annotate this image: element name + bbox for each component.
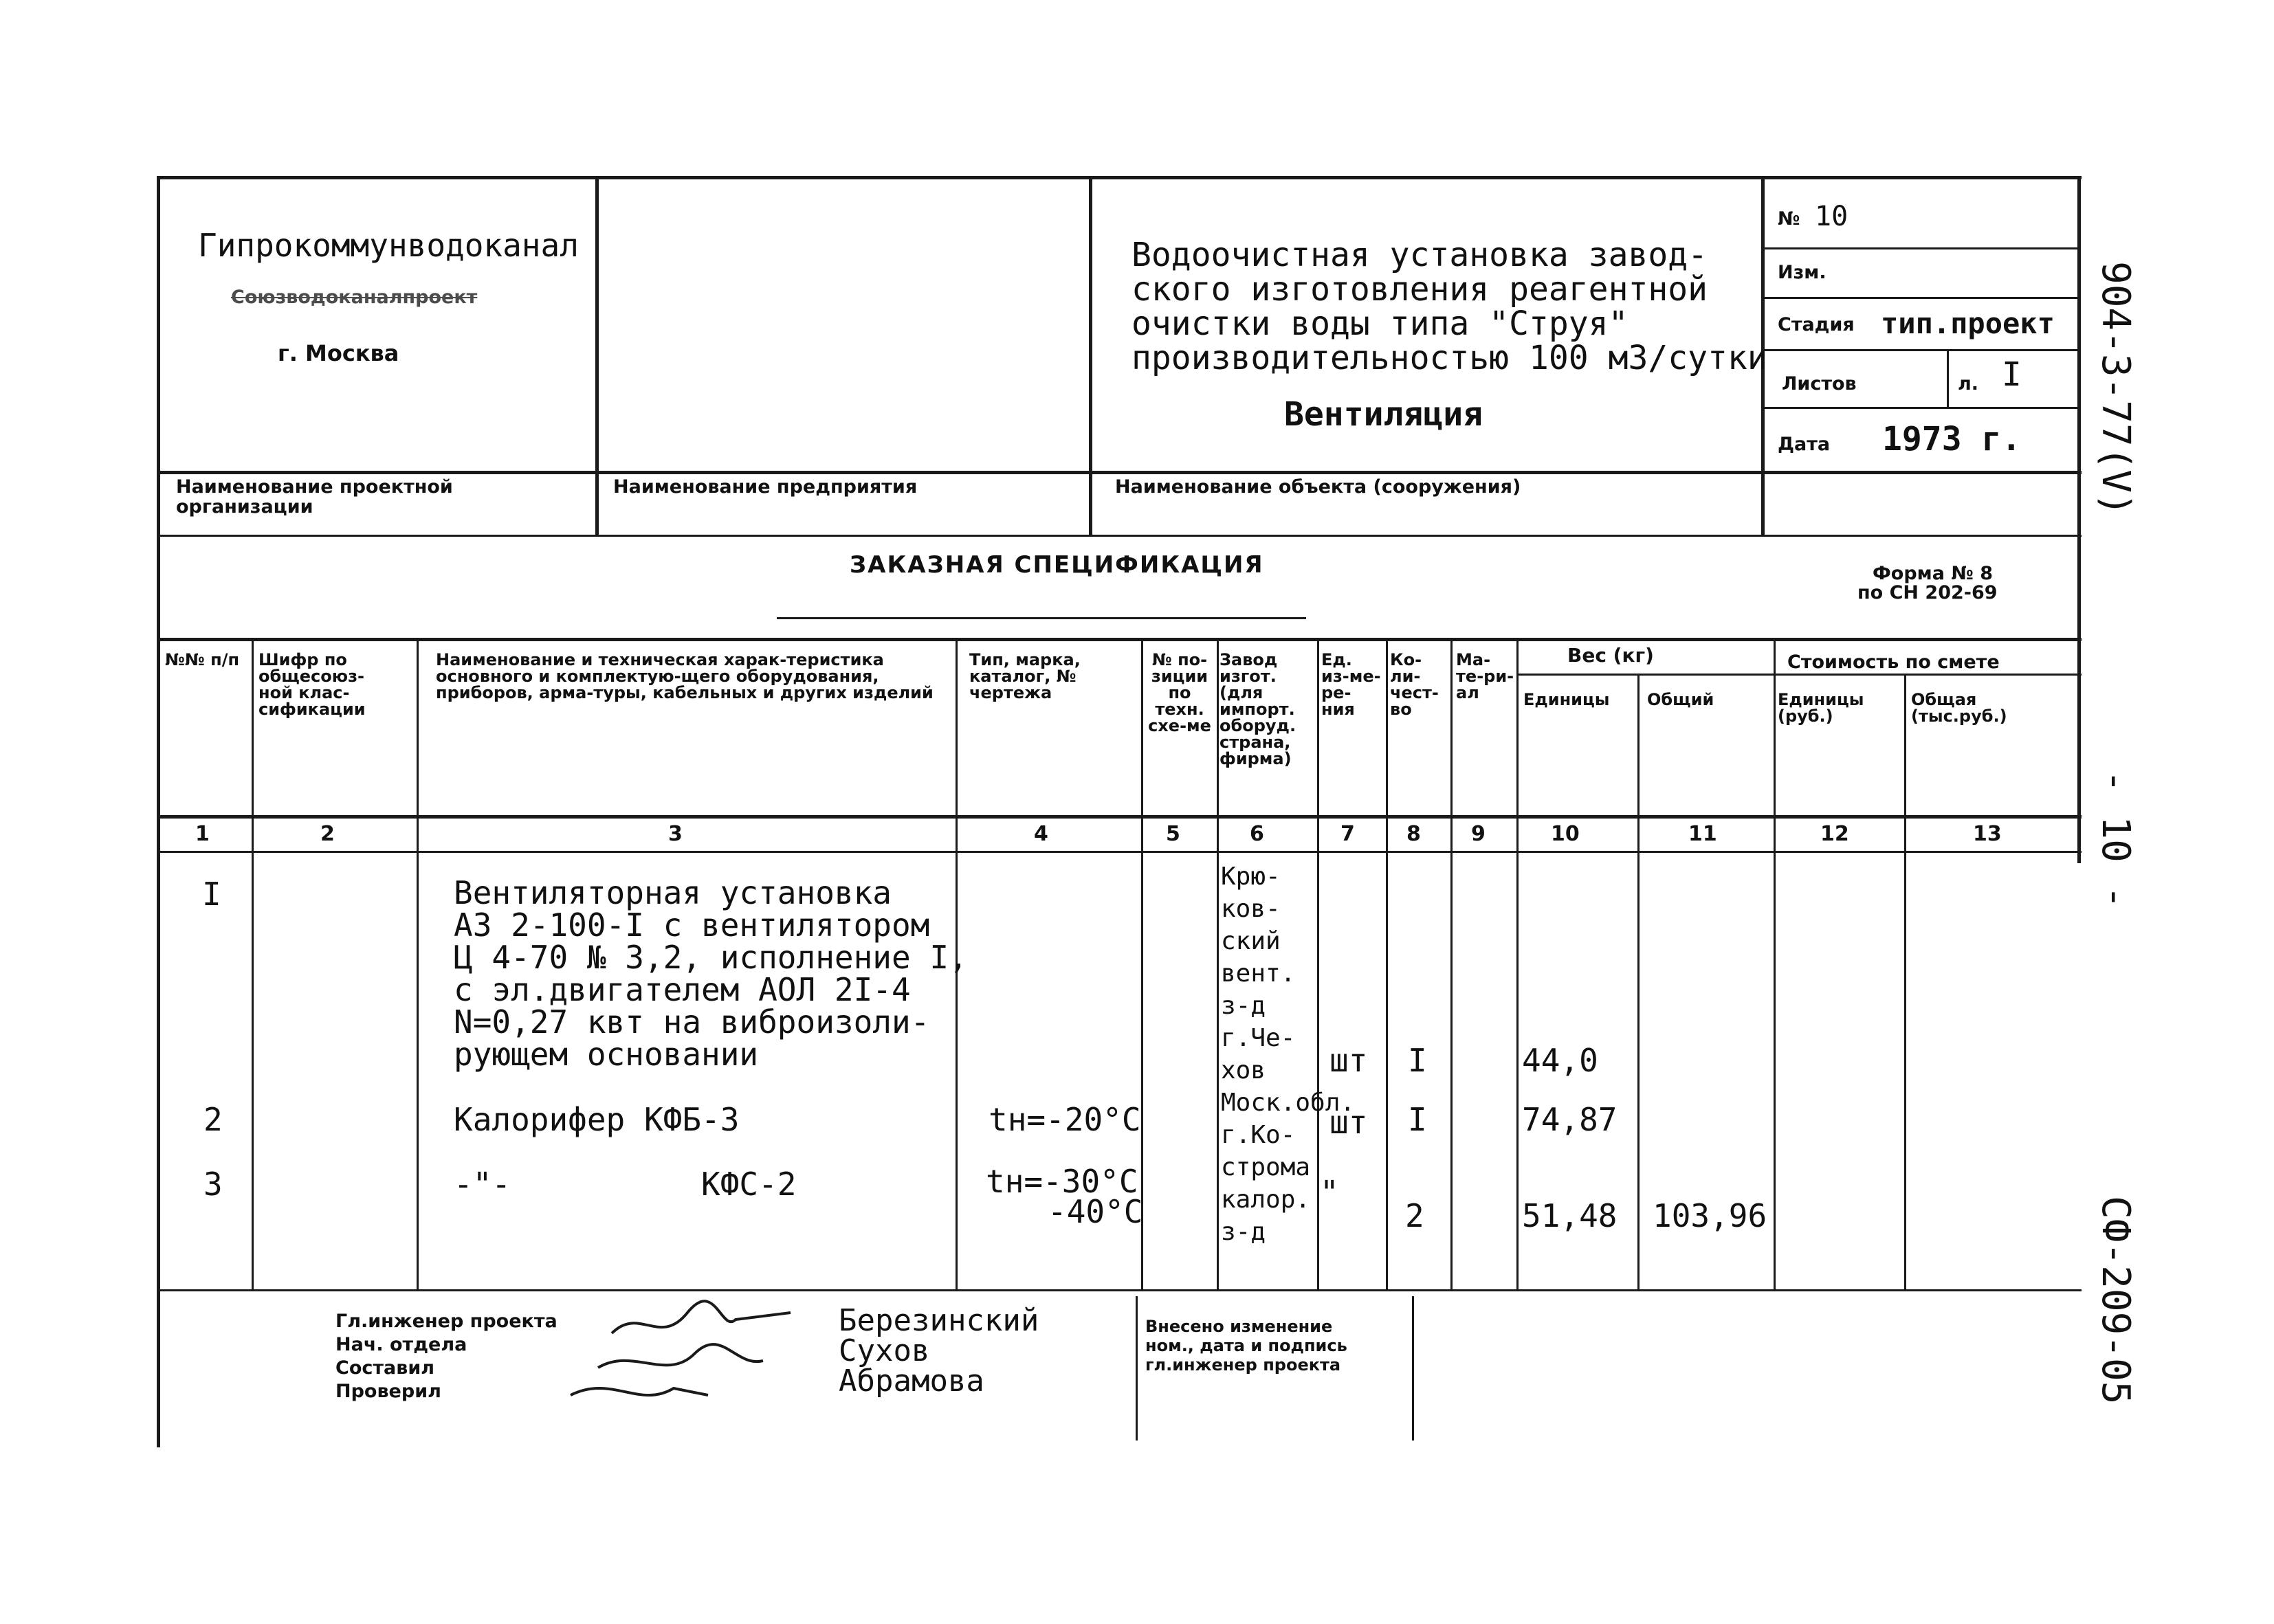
handwritten-signatures — [557, 1292, 832, 1416]
col-divider — [1637, 674, 1640, 1289]
col-number: 6 — [1250, 822, 1264, 846]
changes-box-right — [1412, 1296, 1414, 1441]
stamp-stage-label: Стадия — [1778, 314, 1855, 335]
col-divider — [1386, 638, 1388, 1289]
role-chief-engineer: Гл.инженер проекта — [335, 1311, 558, 1332]
col-number: 3 — [668, 822, 683, 846]
table-row-1-qty: I — [1408, 1042, 1427, 1079]
table-row-3-type2: -40°C — [1048, 1193, 1143, 1230]
changes-line: гл.инженер проекта — [1145, 1355, 1341, 1375]
object-title-line: очистки воды типа "Струя" — [1132, 304, 1629, 343]
header-c13: Общая (тыс.руб.) — [1911, 690, 2007, 726]
col-number: 4 — [1034, 822, 1048, 846]
changes-line: ном., дата и подпись — [1145, 1336, 1347, 1355]
stamp-sheets-label: Листов — [1782, 373, 1857, 394]
row-text-line: рующем основании — [454, 1036, 759, 1073]
factory-line: ков- — [1221, 895, 1281, 923]
header-c3: Наименование и техническая харак-теристика основного и комплектую-щего оборудования, приборов, арма-туры, кабельных и других изделий — [436, 650, 934, 702]
col-divider — [252, 638, 254, 1289]
table-row-3-qty: 2 — [1405, 1197, 1424, 1234]
table-row-2-weight-unit: 74,87 — [1522, 1101, 1618, 1138]
header-weight: Вес (кг) — [1567, 644, 1654, 667]
stamp-date-value: 1973 г. — [1882, 420, 2022, 458]
header-c7: Ед. из-ме-ре-ния — [1321, 650, 1381, 719]
stamp-divider-1 — [595, 176, 599, 535]
table-row-3-weight-unit: 51,48 — [1522, 1197, 1618, 1234]
table-row-2-number: 2 — [203, 1101, 223, 1138]
table-row-2-unit: шт — [1329, 1104, 1368, 1141]
stamp-no-value: 10 — [1815, 201, 1848, 232]
object-title-line: Водоочистная установка завод- — [1132, 236, 1708, 274]
factory-line: калор. — [1221, 1186, 1311, 1214]
table-row-2-name: Калорифер КФБ-3 — [454, 1101, 740, 1138]
signer-name: Абрамова — [839, 1364, 984, 1399]
col-divider — [1141, 638, 1143, 1289]
form-ref: по СН 202-69 — [1857, 582, 1998, 603]
row-text-line: Вентиляторная установка — [454, 874, 892, 911]
table-subheader-line — [1516, 674, 2082, 676]
changes-box-left — [1136, 1296, 1138, 1441]
frame-left-line — [157, 176, 160, 1447]
signature-names — [839, 1303, 1039, 1399]
table-row-1-factory — [1221, 860, 1355, 1119]
header-c5: № по-зиции по техн. схе-ме — [1148, 650, 1211, 735]
margin-sheet-code: СФ-209-05 — [2093, 1196, 2138, 1405]
factory-line: хов — [1221, 1056, 1266, 1084]
stamp-izm-label: Изм. — [1778, 262, 1826, 283]
header-c12: Единицы (руб.) — [1778, 690, 1864, 726]
factory-line: строма — [1221, 1153, 1311, 1181]
stamp-cell-line-1 — [1761, 247, 2077, 249]
header-c8: Ко-ли-чест-во — [1390, 650, 1439, 719]
table-row-3-weight-total: 103,96 — [1653, 1197, 1767, 1234]
margin-page-number: - 10 - — [2093, 770, 2138, 909]
header-c4: Тип, марка, каталог, № чертежа — [969, 650, 1081, 702]
table-bottom-line — [157, 1289, 2082, 1291]
section-title: Вентиляция — [1284, 395, 1483, 434]
header-c10: Единицы — [1523, 690, 1610, 709]
col-number: 2 — [320, 822, 335, 846]
stamp-cell-divider — [1947, 349, 1949, 407]
factory-line: з-д — [1221, 1218, 1266, 1246]
header-c2: Шифр по общесоюз-ной клас-сификации — [258, 650, 366, 719]
margin-project-code: 904-3-77(V) — [2093, 261, 2138, 516]
role-department-head: Нач. отдела — [335, 1334, 467, 1355]
stamp-cell-line-2 — [1761, 297, 2077, 299]
header-c9: Ма-те-ри-ал — [1456, 650, 1514, 702]
col-divider — [417, 638, 419, 1289]
table-row-3-unit: " — [1320, 1174, 1339, 1211]
spec-title: ЗАКАЗНАЯ СПЕЦИФИКАЦИЯ — [850, 551, 1264, 579]
role-checked: Проверил — [335, 1381, 441, 1402]
frame-top-line — [157, 176, 2082, 179]
signer-name: Березинский — [839, 1303, 1039, 1338]
header-c1: №№ п/п — [165, 650, 240, 669]
frame-mid-line — [157, 471, 2082, 474]
col-number: 7 — [1340, 822, 1355, 846]
table-row-2-factory — [1221, 1119, 1310, 1248]
col-number: 8 — [1406, 822, 1421, 846]
stamp-date-label: Дата — [1778, 434, 1831, 455]
col-number: 11 — [1688, 822, 1717, 846]
table-row-2-type: tн=-20°C — [989, 1101, 1141, 1138]
label-object: Наименование объекта (сооружения) — [1115, 476, 1521, 498]
table-row-1-name — [454, 874, 968, 1073]
signer-name: Сухов — [839, 1333, 930, 1368]
object-title — [1132, 238, 1767, 375]
header-c6: Завод изгот. (для импорт. оборуд. страна, фирма) — [1219, 650, 1296, 768]
table-row-1-weight-unit: 44,0 — [1522, 1042, 1598, 1079]
factory-line: г.Че- — [1221, 1024, 1296, 1052]
col-divider — [1450, 638, 1453, 1289]
table-row-3-type: tн=-30°C — [986, 1163, 1138, 1200]
table-row-2-qty: I — [1408, 1101, 1427, 1138]
factory-line: ский — [1221, 927, 1281, 955]
label-org: Наименование проектной организации — [176, 476, 453, 518]
col-divider — [1516, 638, 1519, 1289]
object-title-line: производительностью 100 м3/сутки — [1132, 339, 1767, 377]
table-row-1-number: I — [202, 876, 221, 913]
frame-right-line — [2077, 176, 2081, 863]
header-cost: Стоимость по смете — [1787, 652, 2000, 673]
factory-line: Моск.обл. — [1221, 1089, 1356, 1117]
col-divider — [1904, 674, 1906, 1289]
factory-line: вент. — [1221, 959, 1296, 988]
stamp-divider-2 — [1089, 176, 1092, 535]
factory-line: г.Ко- — [1221, 1121, 1296, 1149]
table-row-3-number: 3 — [203, 1166, 223, 1203]
col-divider — [1217, 638, 1219, 1289]
changes-box — [1145, 1317, 1347, 1375]
stamp-cell-line-4 — [1761, 407, 2077, 409]
org-sub: Союзводоканалпроект — [231, 287, 478, 308]
stamp-sheet-value: I — [2002, 355, 2022, 394]
form-no: Форма № 8 — [1873, 563, 1994, 584]
role-compiled: Составил — [335, 1357, 435, 1379]
header-c11: Общий — [1647, 690, 1714, 709]
stamp-no-label: № — [1778, 208, 1800, 230]
row-text-line: N=0,27 квт на виброизоли- — [454, 1003, 930, 1041]
stamp-stage-value: тип.проект — [1881, 307, 2055, 340]
object-title-line: ского изготовления реагентной — [1132, 270, 1708, 309]
factory-line: Крю- — [1221, 863, 1281, 891]
org-city: г. Москва — [278, 340, 399, 366]
col-number: 5 — [1166, 822, 1180, 846]
col-number: 12 — [1820, 822, 1849, 846]
table-top-line — [157, 638, 2082, 641]
stamp-label-line — [157, 535, 2082, 537]
signature-roles — [335, 1310, 558, 1403]
factory-line: з-д — [1221, 992, 1266, 1020]
label-enterprise: Наименование предприятия — [613, 476, 918, 498]
col-number: 10 — [1551, 822, 1580, 846]
col-number: 1 — [195, 822, 210, 846]
org-name: Гипрокоммунводоканал — [198, 227, 579, 264]
col-number: 13 — [1973, 822, 2002, 846]
table-colnum-line — [157, 851, 2082, 853]
stamp-cell-line-3 — [1761, 349, 2077, 351]
stamp-sheet-label: л. — [1958, 373, 1979, 394]
col-number: 9 — [1471, 822, 1486, 846]
table-row-1-unit: шт — [1329, 1042, 1368, 1079]
col-divider — [1774, 638, 1776, 1289]
row-text-line: Ц 4-70 № 3,2, исполнение I, — [454, 939, 968, 976]
row-text-line: А3 2-100-I с вентилятором — [454, 906, 930, 944]
table-row-3-name: -"- КФС-2 — [454, 1166, 797, 1203]
table-header-line — [157, 815, 2082, 819]
changes-line: Внесено изменение — [1145, 1317, 1333, 1336]
spec-title-underline — [777, 617, 1306, 619]
row-text-line: с эл.двигателем АОЛ 2I-4 — [454, 971, 911, 1008]
